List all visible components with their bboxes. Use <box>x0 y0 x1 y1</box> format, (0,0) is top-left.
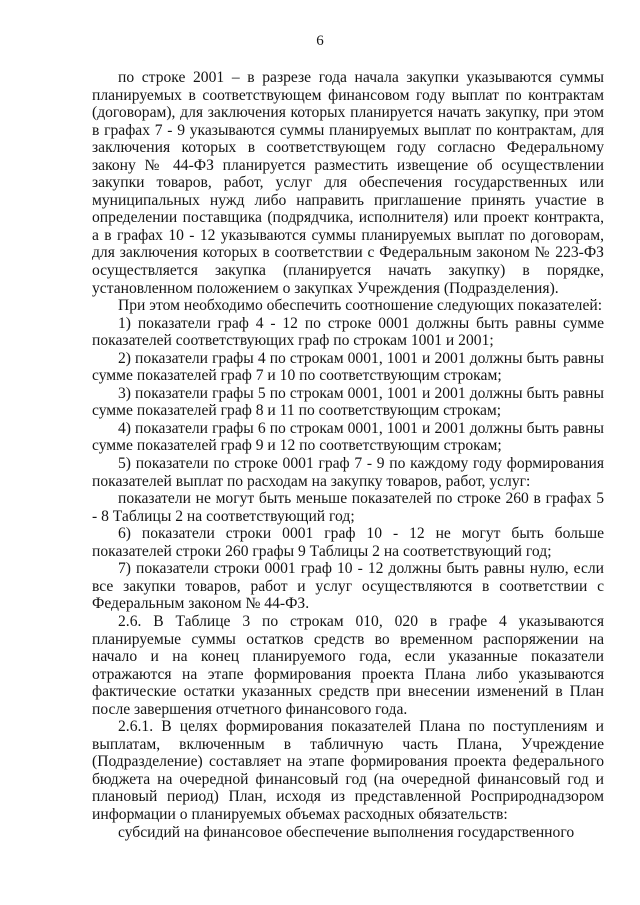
page-number: 6 <box>316 33 324 49</box>
paragraph-rule-7: 7) показатели строки 0001 граф 10 - 12 должны быть равны нулю, если все закупки товаров, работ и услуг осуществляются в соответствии с Федеральным законом № 44-ФЗ. <box>92 560 604 613</box>
paragraph-rule-2: 2) показатели графы 4 по строкам 0001, 1001 и 2001 должны быть равны сумме показателей граф 7 и 10 по соответствующим строкам; <box>92 349 604 385</box>
paragraph-section-2-6: 2.6. В Таблице 3 по строкам 010, 020 в графе 4 указываются планируемые суммы остатков средств во временном распоряжении на начало и на конец планируемого года, если указанные показатели отражаются на этапе формирования проекта Плана либо указываются фактические остатки указанных средств при внесении изменений в План после завершения отчетного финансового года. <box>92 612 604 718</box>
paragraph-rule-3: 3) показатели графы 5 по строкам 0001, 1001 и 2001 должны быть равны сумме показателей граф 8 и 11 по соответствующим строкам; <box>92 384 604 420</box>
paragraph-rule-6: 6) показатели строки 0001 граф 10 - 12 не могут быть больше показателей строки 260 графы 9 Таблицы 2 на соответствующий год; <box>92 525 604 560</box>
paragraph-rule-1: 1) показатели граф 4 - 12 по строке 0001 должны быть равны сумме показателей соответствующих граф по строкам 1001 и 2001; <box>92 314 604 350</box>
document-body <box>92 69 604 841</box>
paragraph-section-2-6-1: 2.6.1. В целях формирования показателей Плана по поступлениям и выплатам, включенным в табличную часть Плана, Учреждение (Подразделение) составляет на этапе формирования проекта федерального бюджета на очередной финансовый год (на очередной финансовый год и плановый период) План, исходя из представленной Росприроднадзором информации о планируемых объемах расходных обязательств: <box>92 718 604 823</box>
paragraph-rule-4: 4) показатели графы 6 по строкам 0001, 1001 и 2001 должны быть равны сумме показателей граф 9 и 12 по соответствующим строкам; <box>92 419 604 455</box>
paragraph-line-2001: по строке 2001 – в разрезе года начала закупки указываются суммы планируемых в соответствующем финансовом году выплат по контрактам (договорам), для заключения которых планируется начать закупку, при этом в графах 7 - 9 указываются суммы планируемых выплат по контрактам, для заключения которых в соответствующем году согласно Федеральному закону № 44-ФЗ планируется разместить извещение об осуществлении закупки товаров, работ, услуг для обеспечения государственных или муниципальных нужд либо направить приглашение принять участие в определении поставщика (подрядчика, исполнителя) или проект контракта, а в графах 10 - 12 указываются суммы планируемых выплат по договорам, для заключения которых в соответствии с Федеральным законом № 223-ФЗ осуществляется закупка (планируется начать закупку) в порядке, установленном положением о закупках Учреждения (Подразделения). <box>92 69 604 297</box>
paragraph-subsidies: субсидий на финансовое обеспечение выполнения государственного <box>118 823 575 841</box>
paragraph-ratio-intro: При этом необходимо обеспечить соотношение следующих показателей: <box>118 297 603 315</box>
paragraph-rule-5: 5) показатели по строке 0001 граф 7 - 9 по каждому году формирования показателей выплат по расходам на закупку товаров, работ, услуг: <box>92 455 604 490</box>
paragraph-rule-5-detail: показатели не могут быть меньше показателей по строке 260 в графах 5 - 8 Таблицы 2 на соответствующий год; <box>92 490 604 525</box>
